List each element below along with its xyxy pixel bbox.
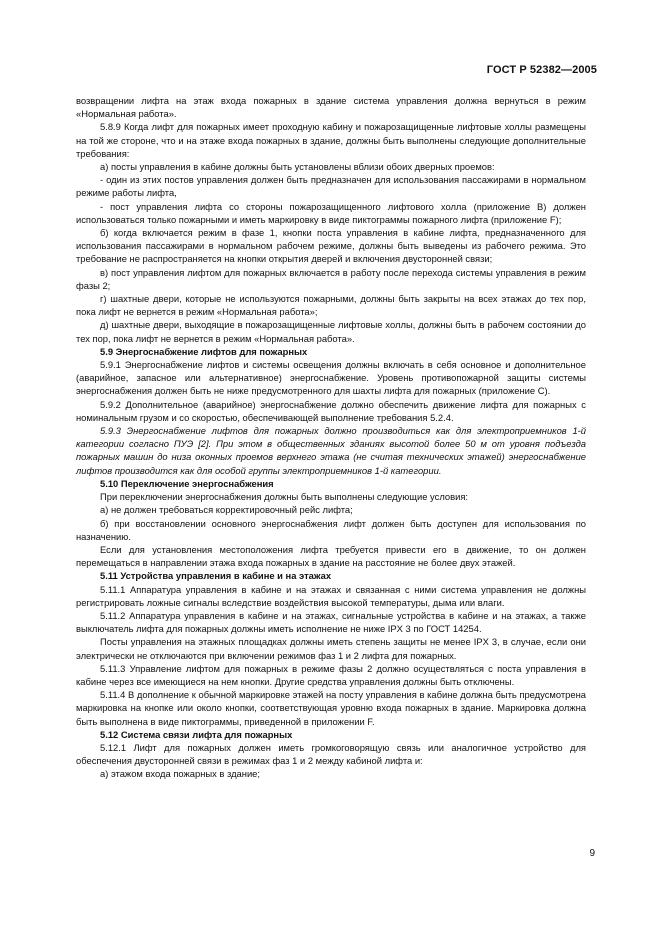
paragraph: Если для установления местоположения лифта требуется привести его в движение, то он должен перемещаться в направлении этажа входа пожарных в здание на расстояние не более двух этажей. [76, 543, 586, 569]
paragraph: в) пост управления лифтом для пожарных включается в работу после перехода системы управления в режим фазы 2; [76, 266, 586, 291]
paragraph: а) не должен требоваться корректировочный рейс лифта; [100, 504, 353, 516]
page-number: 9 [589, 848, 595, 859]
document-body [76, 94, 586, 781]
document-code: ГОСТ Р 52382—2005 [486, 64, 597, 76]
paragraph: 5.9.1 Энергоснабжение лифтов и системы освещения должны включать в себя основное и дополнительное (аварийное, запасное или альтернативное) энергоснабжение. Уровень противопожарной защиты системы энергоснабжения должен быть не ниже предусмотренного для шахты лифта для пожарных (приложение С). [76, 359, 586, 397]
paragraph: Посты управления на этажных площадках должны иметь степень защиты не менее IPX 3, в случае, если они электрически не отключаются при включении режимов фаз 1 и 2 лифта для пожарных. [76, 636, 586, 661]
paragraph: 5.11.1 Аппаратура управления в кабине и на этажах и связанная с ними система управления не должны регистрировать ложные сигналы вследствие воздействия высокой температуры, дыма или влаги. [76, 583, 586, 608]
paragraph: г) шахтные двери, которые не используются пожарными, должны быть закрыты на всех этажах до тех пор, пока лифт не вернется в режим «Нормальная работа»; [76, 293, 586, 318]
paragraph: 5.8.9 Когда лифт для пожарных имеет проходную кабину и пожарозащищенные лифтовые холлы размещены на той же стороне, что и на этаже входа пожарных в здание, должны быть выполнены следующие дополнительные требования: [76, 121, 586, 159]
paragraph: а) посты управления в кабине должны быть установлены вблизи обоих дверных проемов: [100, 161, 495, 173]
paragraph: а) этажом входа пожарных в здание; [100, 768, 261, 780]
paragraph: 5.9.2 Дополнительное (аварийное) энергоснабжение должно обеспечить движение лифта для пожарных с номинальным грузом и со скоростью, обеспечивающей выполнение требования 5.2.4. [76, 398, 586, 423]
paragraph: - один из этих постов управления должен быть предназначен для использования пассажирами в нормальном режиме работы лифта, [76, 174, 586, 199]
paragraph: 5.9.3 Энергоснабжение лифтов для пожарных должно производиться как для электроприемников 1-й категории согласно ПУЭ [2]. При этом в общественных зданиях высотой более 50 м от уровня подъезда пожарных машин до низа оконных проемов верхнего этажа (не считая технических этажей) энергоснабжение лифтов производится как для особой группы электроприемников 1-й категории. [76, 425, 586, 476]
paragraph: б) когда включается режим в фазе 1, кнопки поста управления в кабине лифта, предназначенного для использования пассажирами в нормальном рабочем режиме, должны быть выведены из рабочего режима. Это требование не распространяется на кнопки открытия дверей и включения двусторонней связи; [76, 227, 586, 265]
paragraph: б) при восстановлении основного энергоснабжения лифт должен быть доступен для использования по назначению. [76, 517, 586, 542]
section-heading: 5.12 Система связи лифта для пожарных [100, 728, 293, 740]
paragraph: - пост управления лифта со стороны пожарозащищенного лифтового холла (приложение В) должен использоваться только пожарными и иметь маркировку в виде пиктограммы пожарного лифта (приложение F); [76, 200, 586, 225]
section-heading: 5.11 Устройства управления в кабине и на этажах [100, 570, 332, 582]
section-heading: 5.10 Переключение энергоснабжения [100, 477, 274, 489]
paragraph: д) шахтные двери, выходящие в пожарозащищенные лифтовые холлы, должны быть в рабочем состоянии до тех пор, пока лифт не вернется в режим «Нормальная работа». [76, 319, 586, 344]
section-heading: 5.9 Энергоснабжение лифтов для пожарных [100, 345, 308, 357]
paragraph: возвращении лифта на этаж входа пожарных в здание система управления должна вернуться в режим «Нормальная работа». [76, 95, 586, 120]
paragraph: 5.11.2 Аппаратура управления в кабине и на этажах, сигнальные устройства в кабине и на этажах, а также выключатель лифта для пожарных должны иметь исполнение не ниже IPX 3 по ГОСТ 14254. [76, 609, 586, 635]
paragraph: При переключении энергоснабжения должны быть выполнены следующие условия: [100, 491, 469, 503]
paragraph: 5.11.4 В дополнение к обычной маркировке этажей на посту управления в кабине должна быть предусмотрена маркировка на кнопке или около кнопки, соответствующая уровню входа пожарных в здание. Маркировка должна быть выполнена в виде пиктограммы, приведенной в приложении F. [76, 689, 586, 727]
paragraph: 5.12.1 Лифт для пожарных должен иметь громкоговорящую связь или аналогичное устройство для обеспечения двусторонней связи в режимах фаз 1 и 2 между кабиной лифта и: [76, 741, 586, 767]
paragraph: 5.11.3 Управление лифтом для пожарных в режиме фазы 2 должно осуществляться с поста управления в кабине через все имеющиеся на нем кнопки. Другие средства управления должны быть отключены. [76, 662, 586, 687]
